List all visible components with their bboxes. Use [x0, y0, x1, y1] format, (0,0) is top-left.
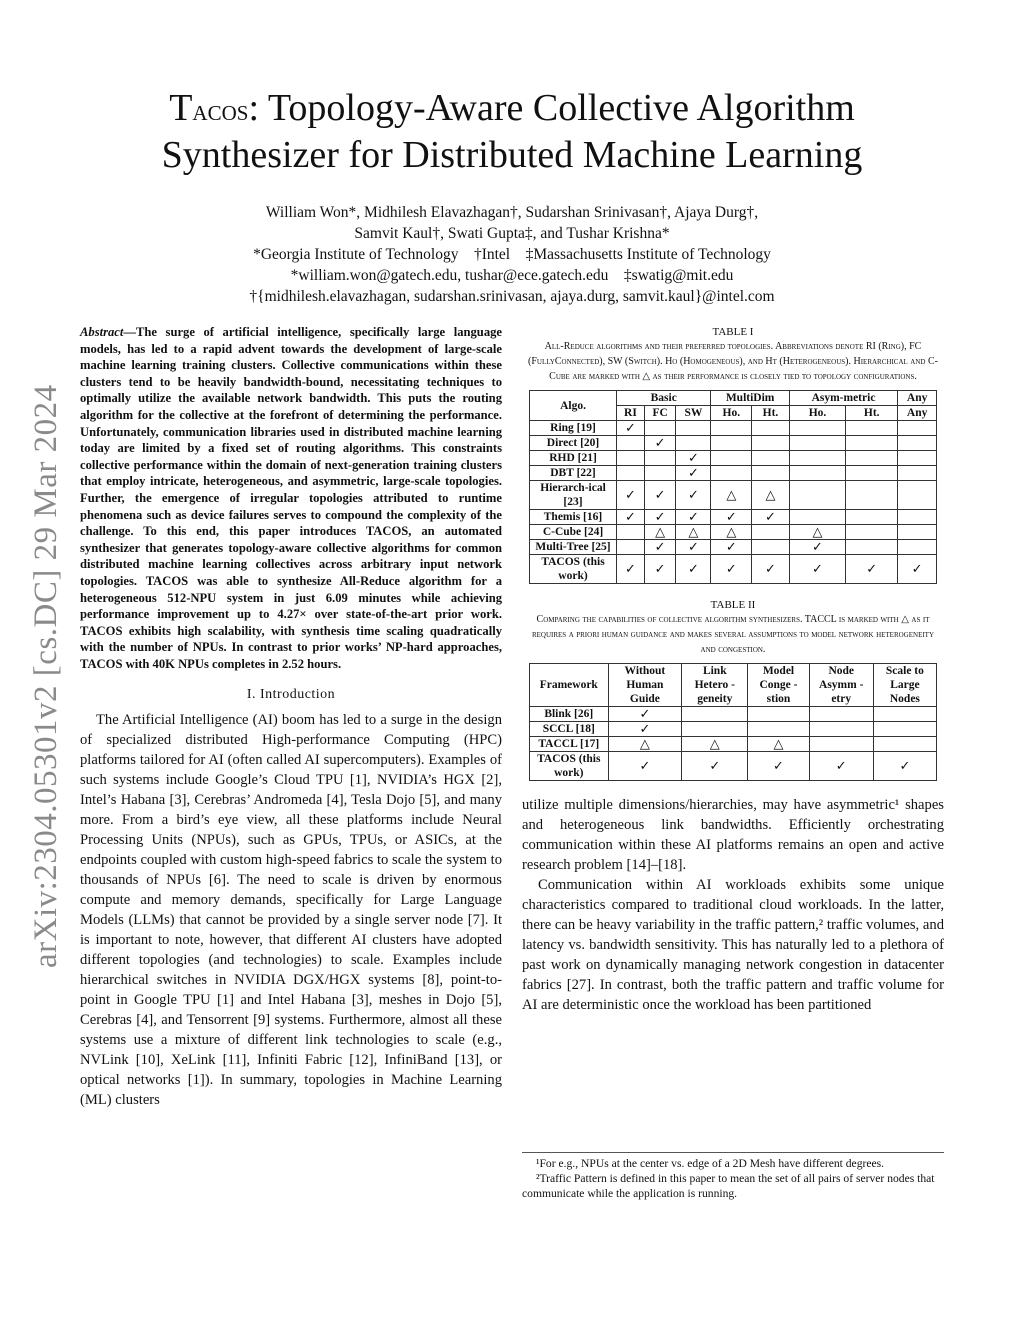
title-tacos-rest: acos — [192, 94, 249, 127]
table1-caption: All-Reduce algorithms and their preferred topologies. Abbreviations denote RI (Ring), FC (FullyConnected), SW (Switch). Ho (Homogeneous), and Ht (Heterogeneous). Hierarchical and C-Cube are marked with △ as their performance is closely tied to topology configurations. — [528, 341, 938, 382]
footnotes — [522, 1152, 944, 1201]
table1-cell — [789, 481, 845, 510]
table2-number: TABLE II — [710, 599, 756, 611]
table1-row-name: C-Cube [24] — [530, 525, 617, 540]
abstract-text: —The surge of artificial intelligence, specifically large language models, has led to a rapid advent towards the development of large-scale machine learning training clusters. Collective communications within these clusters tend to be heavily bandwidth-bound, necessitating techniques to optimally utilize the available network bandwidth. This puts the routing algorithm for the collective at the forefront of determining the performance. Unfortunately, communication libraries used in distributed machine learning today are limited by a fixed set of routing algorithms. This constraints collective performance within the domain of next-generation training clusters that employ intricate, heterogeneous, and asymmetric, large-scale topologies. Further, the emergence of irregular topologies attributed to runtime phenomena such as device failures serves to compound the complexity of the challenge. To this end, this paper introduces TACOS, an automated synthesizer that generates topology-aware collective algorithms for common distributed machine learning collectives across arbitrary input network topologies. TACOS was able to synthesize All-Reduce algorithm for a heterogeneous 512-NPU system in just 6.09 minutes while achieving performance improvement up to 4.27× over state-of-the-art prior work. TACOS exhibits high scalability, with synthesis time scaling quadratically with the number of NPUs. In contrast to prior works’ NP-hard approaches, TACOS with 40K NPUs completes in 2.52 hours. — [80, 325, 502, 671]
table1-number: TABLE I — [712, 326, 754, 338]
table1-cell: ✓ — [676, 466, 711, 481]
table2-row — [530, 707, 937, 722]
arxiv-stamp: arXiv:2304.05301v2 [cs.DC] 29 Mar 2024 — [28, 384, 64, 968]
table2-cell — [873, 722, 936, 737]
table1-cell: ✓ — [644, 510, 675, 525]
table1-row — [530, 510, 937, 525]
table1-cell — [789, 436, 845, 451]
table1-row — [530, 525, 937, 540]
authors-line2: Samvit Kaul†, Swati Gupta‡, and Tushar Krishna* — [354, 225, 670, 242]
table1-cell: ✓ — [789, 540, 845, 555]
table2-header: Without Human Guide — [608, 664, 682, 707]
table1-cell: ✓ — [789, 555, 845, 584]
table2-header: Node Asymm -etry — [809, 664, 873, 707]
title-line2: Synthesizer for Distributed Machine Learning — [161, 134, 863, 176]
table1-cell: ✓ — [676, 555, 711, 584]
table1-row — [530, 555, 937, 584]
table1-cell — [898, 466, 937, 481]
table2-cell — [873, 707, 936, 722]
table2-cell: ✓ — [682, 752, 748, 781]
table1-header-basic: Basic — [617, 391, 711, 406]
table1-cell: △ — [752, 481, 790, 510]
table1-cell — [789, 466, 845, 481]
table1-cell: ✓ — [846, 555, 898, 584]
table1-cell: ✓ — [644, 481, 675, 510]
table1-cell — [898, 451, 937, 466]
table1-cell — [644, 421, 675, 436]
intro-paragraph-1-continued: utilize multiple dimensions/hierarchies, may have asymmetric¹ shapes and heterogeneous link bandwidths. Efficiently orchestrating communication within these AI platforms remains an open and active research problem [14]–[18]. — [522, 797, 944, 873]
table1-cell: ✓ — [644, 540, 675, 555]
paper-title — [80, 86, 944, 178]
table1-row-name: Ring [19] — [530, 421, 617, 436]
table1-cell — [846, 540, 898, 555]
table1-cell — [898, 525, 937, 540]
table1-cell — [898, 436, 937, 451]
table2-header: Framework — [530, 664, 609, 707]
table1-cell — [676, 421, 711, 436]
table1-cell — [711, 436, 752, 451]
table1-subheader: SW — [676, 406, 711, 421]
table1-subheader: Ht. — [752, 406, 790, 421]
table1-cell: ✓ — [752, 555, 790, 584]
table1-row — [530, 481, 937, 510]
abstract — [80, 324, 502, 672]
table1-row — [530, 540, 937, 555]
table1-cell — [898, 540, 937, 555]
affiliations: *Georgia Institute of Technology †Intel ‡Massachusetts Institute of Technology — [253, 246, 771, 263]
table1-header-multidim: MultiDim — [711, 391, 789, 406]
table2-row-name: SCCL [18] — [530, 722, 609, 737]
table1-cell: ✓ — [644, 436, 675, 451]
table2 — [529, 663, 937, 781]
table1-cell — [789, 451, 845, 466]
title-line1: : Topology-Aware Collective Algorithm — [248, 87, 855, 129]
abstract-label: Abstract — [80, 325, 124, 339]
table1-cell — [617, 525, 645, 540]
table1-row-name: Themis [16] — [530, 510, 617, 525]
table1-header-any: Any — [898, 391, 937, 406]
table1-cell — [898, 421, 937, 436]
table1-row — [530, 421, 937, 436]
table2-cell — [682, 707, 748, 722]
table1-cell: ✓ — [676, 451, 711, 466]
emails-line1: *william.won@gatech.edu, tushar@ece.gatech.edu ‡swatig@mit.edu — [290, 267, 734, 284]
table1-cell — [789, 510, 845, 525]
table2-cell: ✓ — [748, 752, 809, 781]
table1-subheader: RI — [617, 406, 645, 421]
table1-cell: ✓ — [711, 540, 752, 555]
table1-cell — [617, 436, 645, 451]
table1-cell: ✓ — [752, 510, 790, 525]
right-column — [522, 325, 944, 1015]
table1-cell — [846, 436, 898, 451]
authors-line1: William Won*, Midhilesh Elavazhagan†, Sudarshan Srinivasan†, Ajaya Durg†, — [265, 204, 759, 221]
table2-cell — [748, 722, 809, 737]
table1-cell — [752, 421, 790, 436]
table1-cell: ✓ — [711, 555, 752, 584]
table1-cell: △ — [789, 525, 845, 540]
table1-row — [530, 466, 937, 481]
table1 — [529, 390, 937, 584]
table1-row-name: RHD [21] — [530, 451, 617, 466]
table2-cell: △ — [748, 737, 809, 752]
table1-cell — [617, 540, 645, 555]
intro-paragraph-2: Communication within AI workloads exhibits some unique characteristics compared to traditional cloud workloads. In the latter, there can be heavy variability in the traffic pattern,² traffic volumes, and latency vs. bandwidth sensitivity. This has naturally led to a plethora of past work on dynamically managing network congestion in datacenter fabrics [27]. In contrast, both the traffic pattern and traffic volume for AI are deterministic once the workload has been partitioned — [522, 877, 944, 1013]
table1-cell — [846, 466, 898, 481]
table1-row-name: Multi-Tree [25] — [530, 540, 617, 555]
table2-cell — [873, 737, 936, 752]
table1-cell — [617, 451, 645, 466]
table2-cell: ✓ — [809, 752, 873, 781]
table1-row-name: Hierarch-ical [23] — [530, 481, 617, 510]
table1-cell — [711, 451, 752, 466]
table1-cell — [789, 421, 845, 436]
table1-cell: ✓ — [644, 555, 675, 584]
table2-cell: ✓ — [608, 752, 682, 781]
table2-cell — [809, 707, 873, 722]
table1-cell — [644, 466, 675, 481]
footnote-1: ¹For e.g., NPUs at the center vs. edge of a 2D Mesh have different degrees. — [536, 1157, 885, 1170]
table1-subheader: Ho. — [789, 406, 845, 421]
table1-subheader: FC — [644, 406, 675, 421]
table1-cell — [644, 451, 675, 466]
table2-cell — [748, 707, 809, 722]
table1-cell: ✓ — [711, 510, 752, 525]
table1-cell: △ — [711, 481, 752, 510]
table1-cell — [846, 525, 898, 540]
table2-cell — [682, 722, 748, 737]
table1-subheader: Any — [898, 406, 937, 421]
table1-cell: ✓ — [676, 510, 711, 525]
table1-cell: ✓ — [617, 481, 645, 510]
table1-cell — [846, 481, 898, 510]
title-tacos-initial: T — [169, 87, 193, 129]
table2-header: Link Hetero -geneity — [682, 664, 748, 707]
table2-header: Model Conge -stion — [748, 664, 809, 707]
table1-cell — [898, 481, 937, 510]
table1-cell — [752, 451, 790, 466]
table2-row-name: TACCL [17] — [530, 737, 609, 752]
table1-subheader: Ht. — [846, 406, 898, 421]
table1-header-algo: Algo. — [530, 391, 617, 421]
table2-caption: Comparing the capabilities of collective algorithm synthesizers. TACCL is marked with △ as it requires a priori human guidance and makes several assumptions to model network heterogeneity and congestion. — [531, 614, 935, 655]
table2-row — [530, 737, 937, 752]
table1-cell: ✓ — [898, 555, 937, 584]
author-block — [100, 202, 924, 307]
table1-cell — [752, 436, 790, 451]
table1-cell: ✓ — [617, 421, 645, 436]
table2-cell: ✓ — [873, 752, 936, 781]
table2-row-name: TACOS (this work) — [530, 752, 609, 781]
table1-cell — [846, 421, 898, 436]
footnote-2: ²Traffic Pattern is defined in this paper to mean the set of all pairs of server nodes that communicate while the application is running. — [522, 1172, 935, 1200]
table1-cell — [846, 451, 898, 466]
left-column — [80, 324, 502, 1110]
table1-cell: ✓ — [617, 510, 645, 525]
table1-cell — [711, 466, 752, 481]
table2-cell: △ — [682, 737, 748, 752]
table1-cell — [711, 421, 752, 436]
table1-row-name: Direct [20] — [530, 436, 617, 451]
table2-cell — [809, 737, 873, 752]
table1-cell: ✓ — [676, 481, 711, 510]
table1-cell — [676, 436, 711, 451]
table1-cell — [617, 466, 645, 481]
table2-cell — [809, 722, 873, 737]
section-heading-introduction: I. Introduction — [246, 687, 336, 703]
table1-row — [530, 451, 937, 466]
table1-cell — [752, 525, 790, 540]
table2-row — [530, 722, 937, 737]
table1-cell: △ — [676, 525, 711, 540]
table2-row-name: Blink [26] — [530, 707, 609, 722]
table1-cell: △ — [711, 525, 752, 540]
table1-cell: △ — [644, 525, 675, 540]
table1-subheader: Ho. — [711, 406, 752, 421]
intro-paragraph-1: The Artificial Intelligence (AI) boom has led to a surge in the design of specialized distributed High-performance Computing (HPC) platforms tailored for AI (often called AI supercomputers). Examples of such systems include Google’s Cloud TPU [1], NVIDIA’s HGX [2], Intel’s Habana [3], Cerebras’ Andromeda [4], Tesla Dojo [5], and many more. From a bird’s eye view, all these platforms include Neural Processing Units (NPUs), such as GPUs, TPUs, or ASICs, at the endpoints coupled with custom high-speed fabrics to scale the system to thousands of NPUs [6]. The need to scale is driven by enormous compute and memory demands, specifically for Large Language Models (LLMs) that cannot be provided by a single server node [7]. It is important to note, however, that different AI clusters have adopted different topologies (and technologies) to scale. Examples include hierarchical switches in NVIDIA DGX/HGX systems [8], point-to-point in Google TPU [1] and Intel Habana [3], meshes in Dojo [5], Cerebras [4], and Tensorrent [9] systems. Furthermore, almost all these systems use a mixture of different link technologies to scale (e.g., NVLink [10], XeLink [11], Infiniti Fabric [12], InfiniBand [13], or optical networks [1]). In summary, topologies in Machine Learning (ML) clusters — [80, 712, 502, 1109]
table2-header: Scale to Large Nodes — [873, 664, 936, 707]
table1-header-asymmetric: Asym-metric — [789, 391, 898, 406]
table1-cell — [752, 466, 790, 481]
table1-cell — [752, 540, 790, 555]
table1-row-name: TACOS (this work) — [530, 555, 617, 584]
table1-row — [530, 436, 937, 451]
table2-cell: ✓ — [608, 722, 682, 737]
table2-cell: ✓ — [608, 707, 682, 722]
table1-cell — [846, 510, 898, 525]
table2-row — [530, 752, 937, 781]
table1-row-name: DBT [22] — [530, 466, 617, 481]
emails-line2: †{midhilesh.elavazhagan, sudarshan.srinivasan, ajaya.durg, samvit.kaul}@intel.com — [249, 288, 775, 305]
table2-cell: △ — [608, 737, 682, 752]
table1-cell: ✓ — [676, 540, 711, 555]
table1-cell — [898, 510, 937, 525]
table1-cell: ✓ — [617, 555, 645, 584]
